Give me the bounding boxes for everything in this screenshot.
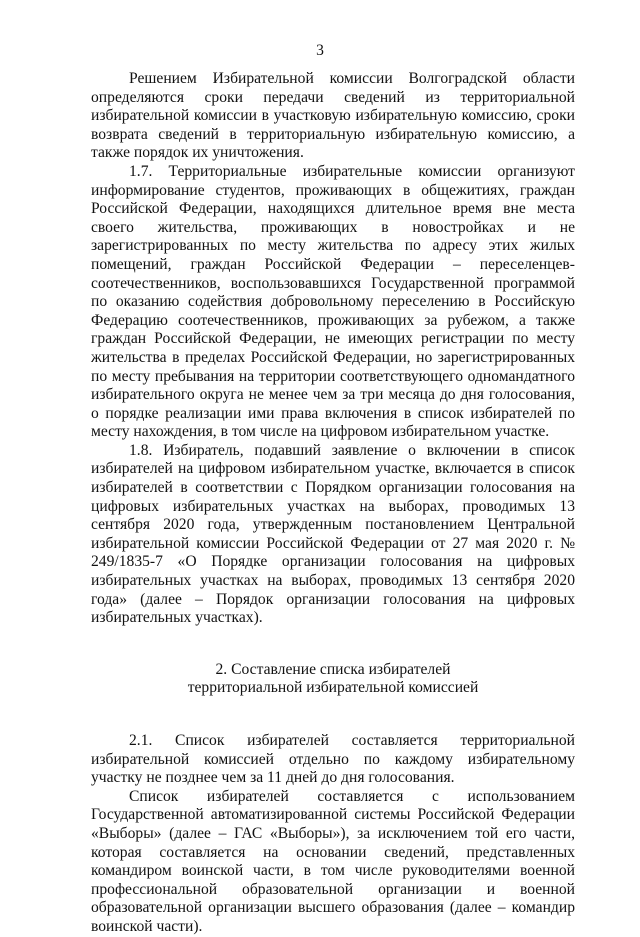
document-body — [91, 70, 575, 937]
paragraph-deadlines: Решением Избирательной комиссии Волгоградской области определяются сроки передачи сведений из территориальной избирательной комиссии в участковую избирательную комиссию, сроки возврата сведений в территориальную избирательную комиссию, а также порядок их уничтожения. — [91, 70, 575, 162]
page-number: 3 — [316, 42, 324, 59]
section-2-title-line-1: 2. Составление списка избирателей — [215, 660, 451, 678]
paragraph-1-8: 1.8. Избиратель, подавший заявление о включении в список избирателей на цифровом избирательном участке, включается в список избирателей в соответствии с Порядком организации голосования на цифровых избирательных участках на выборах, проводимых 13 сентября 2020 года, утвержденным постановлением Центральной избирательной комиссии Российской Федерации от 27 мая 2020 г. № 249/1835-7 «О Порядке организации голосования на цифровых избирательных участках на выборах, проводимых 13 сентября 2020 года» (далее – Порядок организации голосования на цифровых избирательных участках). — [91, 441, 575, 627]
section-2-title-line-2: территориальной избирательной комиссией — [187, 679, 479, 697]
paragraph-1-7: 1.7. Территориальные избирательные комиссии организуют информирование студентов, проживающих в общежитиях, граждан Российской Федерации, находящихся длительное время вне места своего жительства, проживающих в новостройках и не зарегистрированных по месту жительства по адресу этих жилых помещений, граждан Российской Федерации – переселенцев-соотечественников, воспользовавшихся Государственной программой по оказанию содействия добровольному переселению в Российскую Федерацию соотечественников, проживающих за рубежом, а также граждан Российской Федерации, не имеющих регистрации по месту жительства в пределах Российской Федерации, но зарегистрированных по месту пребывания на территории соответствующего одномандатного избирательного округа не менее чем за три месяца до дня голосования, о порядке реализации ими права включения в список избирателей по месту нахождения, в том числе на цифровом избирательном участке. — [91, 162, 575, 441]
section-2-title — [91, 661, 575, 698]
paragraph-gas-vybory: Список избирателей составляется с использованием Государственной автоматизированной системы Российской Федерации «Выборы» (далее – ГАС «Выборы»), за исключением той его части, которая составляется на основании сведений, представленных командиром воинской части, в том числе руководителями военной профессиональной образовательной организации и военной образовательной организации высшего образования (далее – командир воинской части). — [91, 787, 575, 935]
paragraph-2-1: 2.1. Список избирателей составляется территориальной избирательной комиссией отдельно по каждому избирательному участку не позднее чем за 11 дней до дня голосования. — [91, 732, 575, 787]
